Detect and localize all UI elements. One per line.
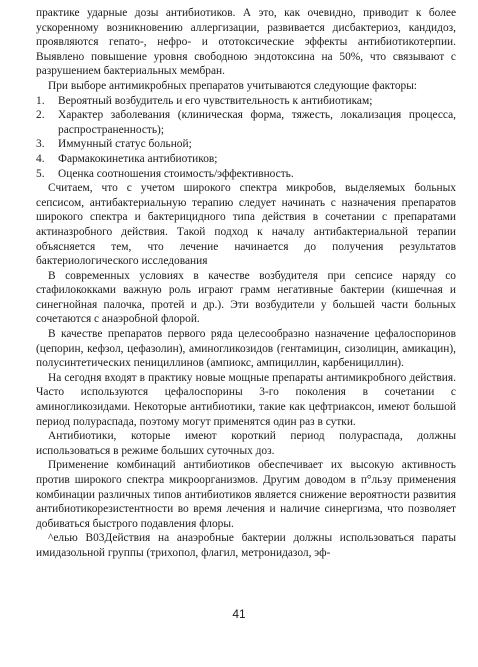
list-item-text: Характер заболевания (клиническая форма, тяжесть, локализация процесса, распространенность); [58, 109, 456, 136]
paragraph-first-line-drugs: В качестве препаратов первого ряда целесообразно назначение цефалоспоринов (цепорин, кефзол, цефазолин), аминогликозидов (гентамицин, сизолицин, амикацин), полусинтетических пенициллинов (ампиокс, ампициллин, карбенициллин). [36, 328, 456, 370]
body-text [36, 6, 456, 561]
list-item-number: 2. [36, 109, 45, 122]
paragraph-short-half-life: Антибиотики, которые имеют короткий период полураспада, должны использоваться в режиме больших суточных доз. [36, 430, 456, 457]
list-item [36, 94, 456, 109]
paragraph-pathogens: В современных условиях в качестве возбудителя при сепсисе наряду со стафилококками важную роль играют грамм негативные бактерии (кишечная и синегнойная палочка, протей и др.). Эти возбудители у большей части больных сочетаются с анаэробной флорой. [36, 269, 456, 326]
paragraph-anaerobes: ^елью В03Действия на анаэробные бактерии должны использоваться параты имидазольной группы (трихопол, флагил, метронидазол, эф- [36, 532, 456, 559]
list-item [36, 137, 456, 152]
list-item-text: Вероятный возбудитель и его чувствительность к антибиотикам; [58, 94, 373, 107]
list-item-text: Иммунный статус больной; [58, 138, 192, 151]
page-number: 41 [232, 607, 246, 621]
paragraph-combinations: Применение комбинаций антибиотиков обеспечивает их высокую активность против широкого спектра микроорганизмов. Другим доводом в п°льзу применения комбинации различных типов антибиотиков является снижение вероятности развития антибиотикорезистентности во время лечения и наличие синергизма, что позволяет добиваться быстрого подавления флоры. [36, 459, 456, 530]
paragraph-broad-spectrum: Считаем, что с учетом широкого спектра микробов, выделяемых больных сепсисом, антибактериальную терапию следует начинать с назначения препаратов широкого спектра и бактерицидного типа действия в сочетании с препаратами актиназробного действия. Такой подход к началу антибактериальной терапии объясняется тем, что лечение начинается до получения результатов бактериологического исследования [36, 182, 456, 268]
list-item-text: Оценка соотношения стоимость/эффективность. [58, 167, 294, 180]
list-item-number: 3. [36, 138, 45, 151]
list-item-number: 4. [36, 152, 45, 165]
list-item [36, 152, 456, 167]
list-item [36, 108, 456, 137]
paragraph-antibiotic-effects: практике ударные дозы антибиотиков. А это, как очевидно, приводит к более ускоренному возникновению аллергизации, развивается дисбактериоз, кандидоз, проявляются гепато-, нефро- и ототоксические эффекты антибиотикотерпии. Выявлено повышение уровня свободною эндотоксина на 50%, что связывают с разрушением бактериальных мембран. [36, 7, 456, 78]
list-item [36, 167, 456, 182]
paragraph-new-drugs: На сегодня входят в практику новые мощные препараты антимикробного действия. Часто используются цефалоспорины 3-го поколения в сочетании с аминогликозидами. Некоторые антибиотики, такие как цефтриаксон, имеют большой период полураспада, поэтому могут применятся один раз в сутки. [36, 371, 456, 428]
list-item-number: 5. [36, 167, 45, 180]
list-item-text: Фармакокинетика антибиотиков; [58, 152, 218, 165]
paragraph-factors-intro: При выборе антимикробных препаратов учитываются следующие факторы: [48, 79, 418, 92]
factors-list [36, 94, 456, 182]
list-item-number: 1. [36, 94, 45, 107]
